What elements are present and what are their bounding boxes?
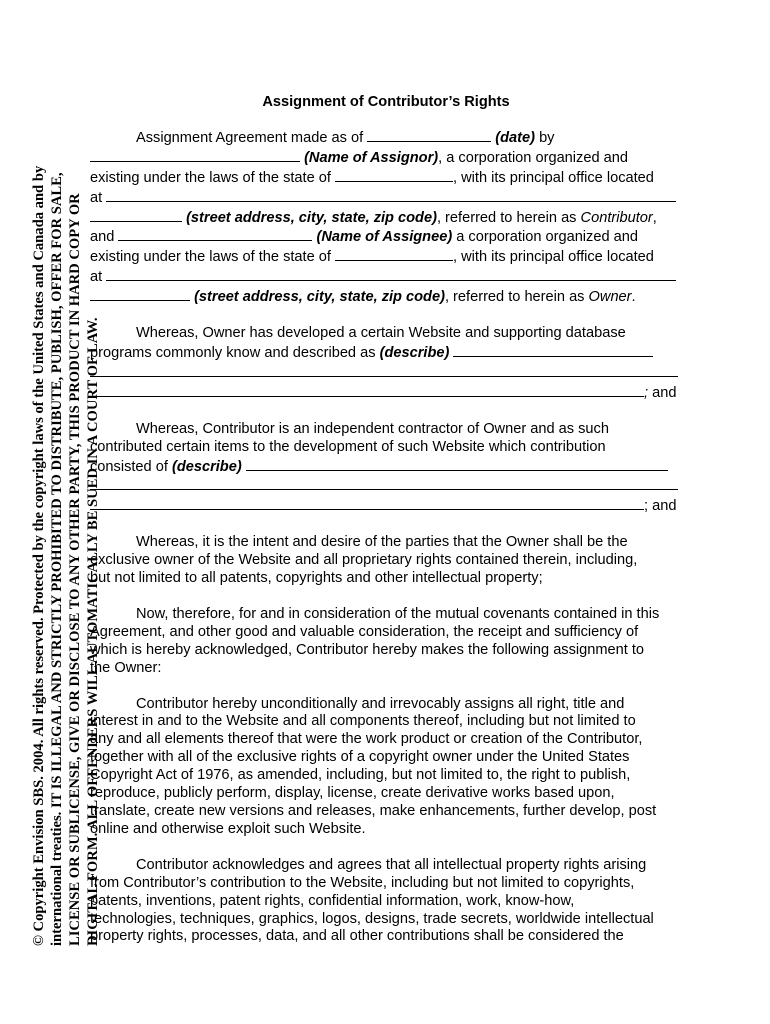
copyright-line: international treaties. IT IS ILLEGAL AND STRICTLY PROHIBITED TO DISTRIBUTE, PUBLISH, OFFER FOR SALE, — [49, 172, 65, 946]
text: online and otherwise exploit such Website. — [90, 820, 366, 837]
text: Whereas, Owner has developed a certain Website and supporting database — [136, 325, 626, 342]
text: Contributor acknowledges and agrees that all intellectual property rights arising — [136, 856, 647, 873]
text: any and all elements thereof that were the work product or creation of the Contributor, — [90, 731, 643, 748]
blank-contribution-description-cont[interactable] — [90, 476, 678, 490]
paragraph-acknowledgement — [90, 857, 682, 947]
text: from Contributor’s contribution to the Website, including but not limited to copyrights, — [90, 874, 635, 891]
text: Now, therefore, for and in consideration of the mutual covenants contained in this — [136, 605, 660, 622]
text: patents, inventions, patent rights, confidential information, work, know-how, — [90, 892, 575, 909]
blank-assignor-address-cont[interactable] — [90, 208, 182, 222]
blank-date[interactable] — [367, 128, 491, 142]
blank-assignee-name[interactable] — [118, 227, 312, 241]
text: , — [652, 209, 657, 226]
blank-assignor-name[interactable] — [90, 148, 300, 162]
label-street-address: (street address, city, state, zip code) — [194, 289, 445, 306]
text: . — [631, 289, 636, 306]
text: existing under the laws of the state of — [90, 169, 331, 186]
text: Whereas, Contributor is an independent contractor of Owner and as such — [136, 420, 609, 437]
text: , with its principal office located — [453, 169, 654, 186]
text: by — [539, 129, 555, 146]
text: , referred to herein as — [444, 289, 585, 306]
label-assignee-name: (Name of Assignee) — [316, 229, 453, 246]
text: but not limited to all patents, copyrights and other intellectual property; — [90, 570, 543, 587]
term-owner: Owner — [588, 289, 632, 306]
document-title: Assignment of Contributor’s Rights — [262, 94, 510, 110]
blank-contribution-description[interactable] — [246, 457, 668, 471]
text: Whereas, it is the intent and desire of the parties that the Owner shall be the — [136, 534, 628, 551]
text: ; — [644, 384, 649, 401]
blank-website-description-cont[interactable] — [90, 363, 678, 377]
text: interest in and to the Website and all components thereof, including but not limited to — [90, 713, 636, 730]
blank-assignee-state[interactable] — [335, 247, 453, 261]
text: existing under the laws of the state of — [90, 249, 331, 266]
blank-assignor-address[interactable] — [106, 188, 676, 202]
text: , a corporation organized and — [438, 149, 628, 166]
text: reproduce, publicly perform, display, license, create derivative works based upon, — [90, 785, 615, 802]
text: , with its principal office located — [453, 249, 654, 266]
copyright-line: LICENSE OR SUBLICENSE, GIVE OR DISCLOSE TO ANY OTHER PARTY, THIS PRODUCT IN HARD COPY OR — [67, 193, 83, 946]
paragraph-parties — [90, 128, 682, 307]
text: contributed certain items to the development of such Website which contribution — [90, 438, 606, 455]
text: Agreement, and other good and valuable consideration, the receipt and sufficiency of — [90, 623, 639, 640]
text: Copyright Act of 1976, as amended, including, but not limited to, the right to publish, — [90, 767, 631, 784]
paragraph-whereas-owner — [90, 325, 682, 403]
blank-assignor-state[interactable] — [335, 168, 453, 182]
label-date: (date) — [495, 129, 535, 146]
paragraph-whereas-intent — [90, 534, 682, 588]
label-assignor-name: (Name of Assignor) — [304, 149, 439, 166]
blank-website-description-end[interactable] — [90, 383, 644, 397]
label-street-address: (street address, city, state, zip code) — [186, 209, 437, 226]
text: Assignment Agreement made as of — [136, 129, 364, 146]
paragraph-assignment — [90, 696, 682, 839]
text: Contributor hereby unconditionally and irrevocably assigns all right, title and — [136, 695, 625, 712]
text: programs commonly know and described as — [90, 344, 376, 361]
label-describe: (describe) — [171, 458, 242, 475]
text: a corporation organized and — [456, 229, 638, 246]
blank-website-description[interactable] — [453, 343, 653, 357]
paragraph-whereas-contributor — [90, 421, 682, 517]
text: consisted of — [90, 458, 168, 475]
blank-assignee-address[interactable] — [106, 267, 676, 281]
text: which is hereby acknowledged, Contributor hereby makes the following assignment to — [90, 641, 645, 658]
text: translate, create new versions and releases, make enhancements, further develop, post — [90, 803, 657, 819]
copyright-line: DIGITAL FORM. ALL OFFENDERS WILL AUTOMATICALLY BE SUED IN A COURT OF LAW. — [85, 317, 101, 946]
text: together with all of the exclusive rights of a copyright owner under the United States — [90, 749, 630, 766]
label-describe: (describe) — [379, 344, 450, 361]
text: property rights, processes, data, and all other contributions shall be considered the — [90, 928, 624, 945]
text: and — [90, 229, 115, 246]
text: ; and — [644, 498, 677, 515]
text: , referred to herein as — [436, 209, 577, 226]
document-body — [90, 90, 682, 964]
blank-assignee-address-cont[interactable] — [90, 287, 190, 301]
text: technologies, techniques, graphics, logos, designs, trade secrets, worldwide intellectual — [90, 910, 654, 927]
text: at — [90, 189, 103, 206]
text: and — [648, 384, 677, 401]
copyright-line: © Copyright Envision SBS. 2004. All rights reserved. Protected by the copyright laws of the United States and Canada and by — [31, 165, 47, 946]
text: at — [90, 269, 103, 286]
blank-contribution-description-end[interactable] — [90, 496, 644, 510]
text: exclusive owner of the Website and all proprietary rights contained therein, including, — [90, 552, 638, 569]
paragraph-now-therefore — [90, 606, 682, 678]
text: the Owner: — [90, 659, 162, 676]
term-contributor: Contributor — [580, 209, 653, 226]
